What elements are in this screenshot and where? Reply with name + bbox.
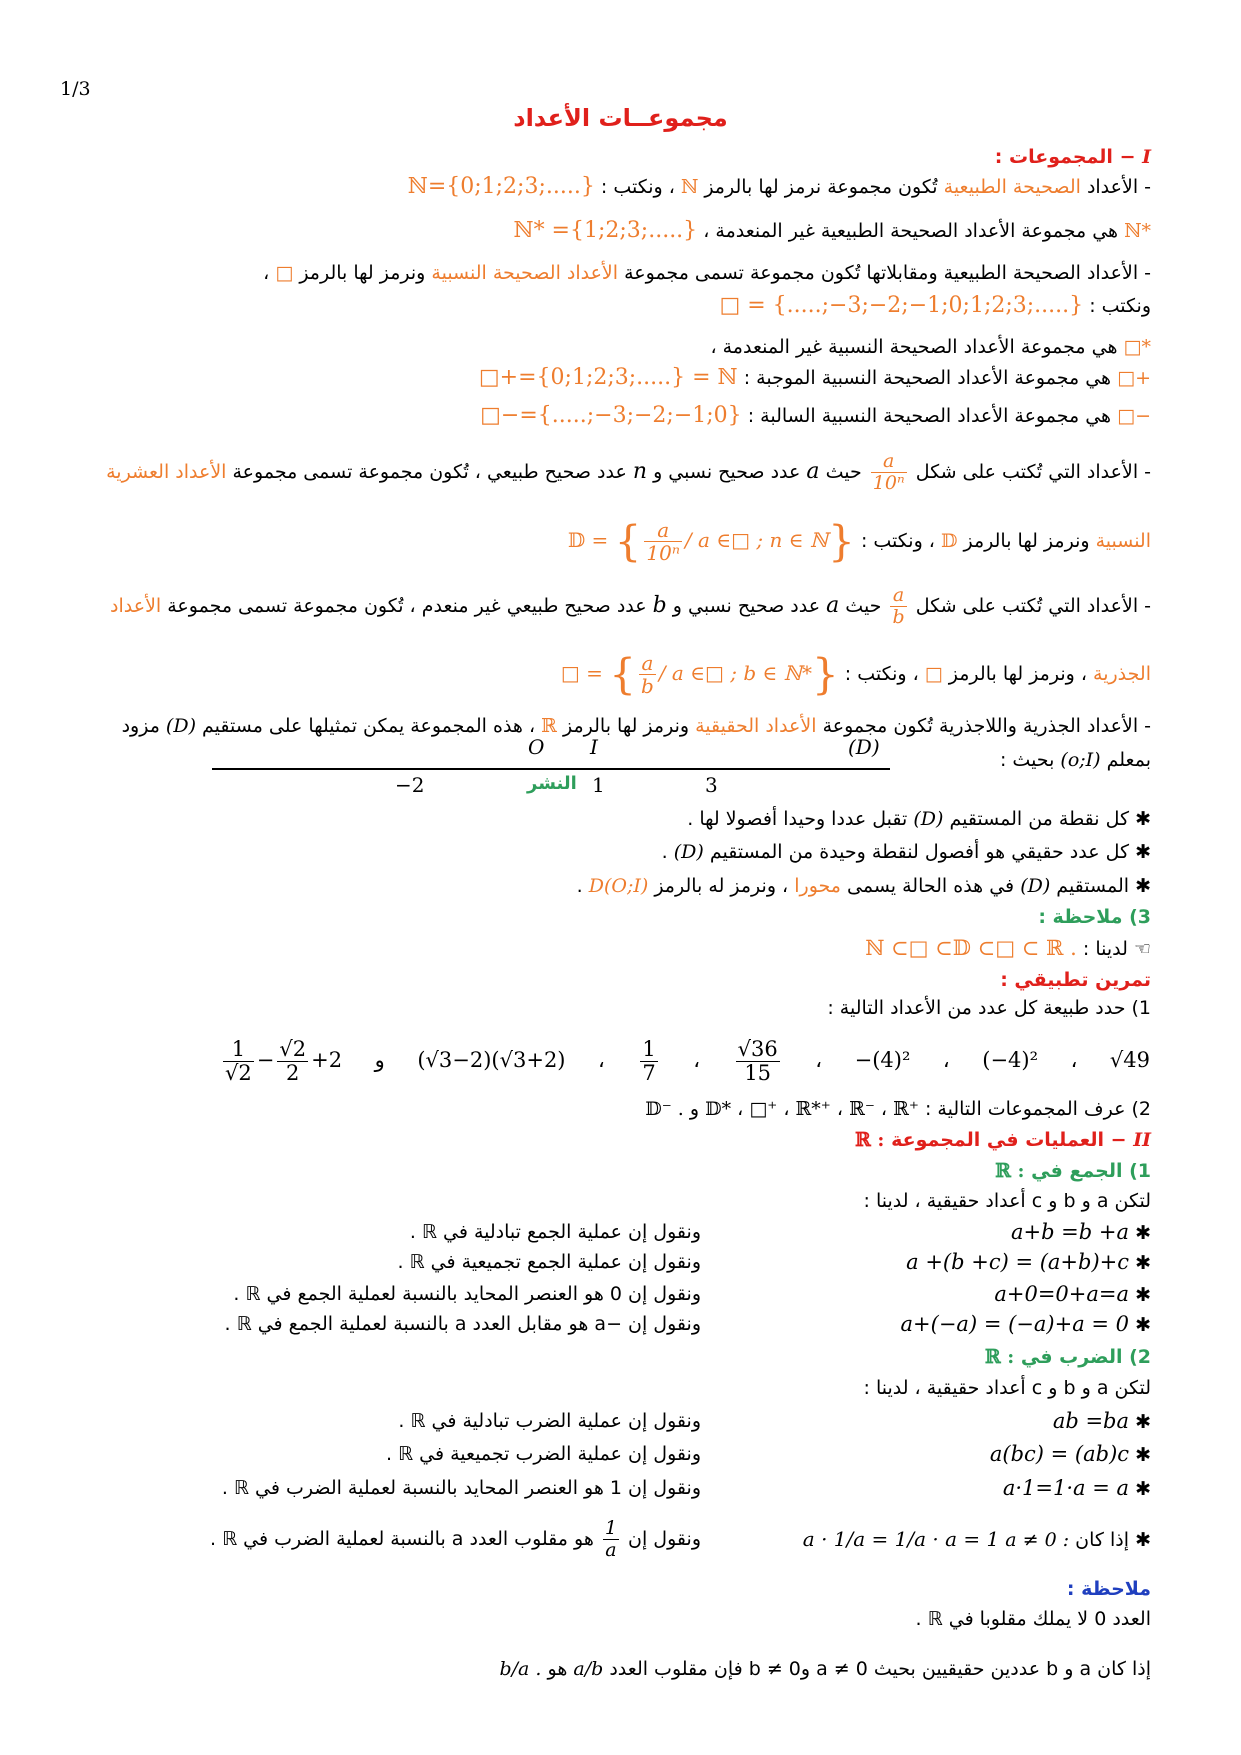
section-number: I xyxy=(1142,146,1151,168)
natural-numbers-line: - الأعداد الصحيحة الطبيعية تُكون مجموعة نرمز لها بالرمز ℕ ، ونكتب : ℕ={0;1;2;3;.....} xyxy=(407,174,1151,199)
expr-5: $\frac{1}{7}$ xyxy=(642,1037,656,1085)
mul-rule-3: ✱ a·1=1·a = a ونقول إن 1 هو العنصر المحايد بالنسبة لعملية الضرب في ℝ . xyxy=(221,1476,1151,1500)
set-Z: □ = {.....;−3;−2;−1;0;1;2;3;.....} xyxy=(719,293,1084,318)
number-line xyxy=(200,735,900,805)
rational-line: - الأعداد التي تُكتب على شكل $\frac{a}{b}$ حيث a عدد صحيح نسبي و b عدد صحيح طبيعي غير منعدم ، تُكون مجموعة تسمى مجموعة الأعداد xyxy=(110,584,1151,628)
set-inclusion-chain: ℕ ⊂□ ⊂𝔻 ⊂□ ⊂ ℝ . xyxy=(865,936,1077,960)
note-3-line: ☜ لدينا : ℕ ⊂□ ⊂𝔻 ⊂□ ⊂ ℝ . xyxy=(865,936,1151,960)
symbol-N: ℕ xyxy=(680,176,699,198)
mul-rule-1: ✱ ab =ba ونقول إن عملية الضرب تبادلية في ℝ . xyxy=(398,1409,1151,1433)
addition-title: 1) الجمع في ℝ : xyxy=(995,1160,1151,1182)
note-line-1: العدد 0 لا يملك مقلوبا في ℝ . xyxy=(915,1608,1151,1630)
point-O-label: O xyxy=(528,735,545,759)
bullet-2: ✱ كل عدد حقيقي هو أفصول لنقطة وحيدة من المستقيم (D) . xyxy=(661,841,1151,863)
integers-set-line: ونكتب : □ = {.....;−3;−2;−1;0;1;2;3;.....} xyxy=(719,293,1151,318)
bullet-1: ✱ كل نقطة من المستقيم (D) تقبل عددا وحيدا أفصولا لها . xyxy=(687,808,1151,830)
origin-label: النشر xyxy=(527,773,577,794)
expr-2: (−4)² xyxy=(982,1048,1039,1072)
add-rule-1: ✱ a+b =b +a ونقول إن عملية الجمع تبادلية في ℝ . xyxy=(409,1220,1151,1244)
section-title: المجموعات : xyxy=(994,146,1113,168)
page-title: مجموعــات الأعداد xyxy=(513,104,728,132)
reals-frame-line: بمعلم (o;I) بحيث : xyxy=(999,749,1151,771)
expr-1: √49 xyxy=(1109,1048,1150,1072)
hand-pointer-icon: ☜ xyxy=(1133,938,1151,960)
decimal-line: - الأعداد التي تُكتب على شكل $\frac{a}{\text{10ⁿ}}$ حيث a عدد صحيح نسبي و n عدد صحيح طبيعي ، تُكون مجموعة تسمى مجموعة الأعداد العشرية xyxy=(106,450,1151,494)
section-2-heading: II − العمليات في المجموعة ℝ : xyxy=(855,1129,1151,1151)
note-3-title: 3) ملاحظة : xyxy=(1038,906,1151,928)
note-line-2: إذا كان a و b عددين حقيقيين بحيث a ≠ 0 وb ≠ 0 فإن مقلوب العدد a/b هو b/a . xyxy=(499,1658,1151,1680)
decimal-set-line: النسبية ونرمز لها بالرمز 𝔻 ، ونكتب : 𝔻 = { $\frac{a}{\text{10ⁿ}}$ / a ∈□ ; n ∈ ℕ} xyxy=(567,516,1151,566)
add-rule-4: ✱ a+(−a) = (−a)+a = 0 ونقول إن −a هو مقابل العدد a بالنسبة لعملية الجمع في ℝ . xyxy=(224,1312,1151,1336)
add-rule-2: ✱ a +(b +c) = (a+b)+c ونقول إن عملية الجمع تجميعية في ℝ . xyxy=(397,1250,1151,1274)
section-1-heading: I − المجموعات : xyxy=(994,146,1151,168)
set-N-star: ℕ* ={1;2;3;.....} xyxy=(513,218,698,243)
add-rule-3: ✱ a+0=0+a=a ونقول إن 0 هو العنصر المحايد بالنسبة لعملية الجمع في ℝ . xyxy=(233,1282,1151,1306)
natural-star-line: ℕ* هي مجموعة الأعداد الصحيحة الطبيعية غير المنعدمة ، ℕ* ={1;2;3;.....} xyxy=(513,218,1151,243)
reals-line: - الأعداد الجذرية واللاجذرية تُكون مجموعة الأعداد الحقيقية ونرمز لها بالرمز ℝ ، هذه المجموعة يمكن تمثيلها على مستقيم (D) مزود xyxy=(121,715,1151,737)
exercise-title: تمرين تطبيقي : xyxy=(1000,969,1151,991)
tick-3: 3 xyxy=(705,773,718,797)
z-minus-line: □− هي مجموعة الأعداد الصحيحة النسبية السالبة : □−={.....;−3;−2;−1;0} xyxy=(480,403,1151,428)
term-rational: الجذرية xyxy=(1093,663,1151,685)
term-natural: الصحيحة الطبيعية xyxy=(943,176,1081,198)
integers-line: - الأعداد الصحيحة الطبيعية ومقابلاتها تُكون مجموعة تسمى مجموعة الأعداد الصحيحة النسبية ونرمز لها بالرمز □ ، xyxy=(263,262,1151,284)
exercise-q1: 1) حدد طبيعة كل عدد من الأعداد التالية : xyxy=(827,997,1151,1019)
multiplication-title: 2) الضرب في ℝ : xyxy=(984,1346,1151,1368)
term-reals: الأعداد الحقيقية xyxy=(695,715,817,737)
term-integers: الأعداد الصحيحة النسبية xyxy=(431,262,619,284)
z-star-line: □* هي مجموعة الأعداد الصحيحة النسبية غير المنعدمة ، xyxy=(710,336,1151,358)
tick-minus-2: −2 xyxy=(395,773,425,797)
multiplication-let-line: لتكن a و b و c أعداد حقيقية ، لدينا : xyxy=(863,1377,1151,1399)
rational-set-line: الجذرية ، ونرمز لها بالرمز □ ، ونكتب : □ = { $\frac{a}{b}$ / a ∈□ ; b ∈ ℕ*} xyxy=(560,649,1151,699)
point-I-label: I xyxy=(590,735,598,759)
term-axis: محورا xyxy=(794,875,841,897)
exercise-q2: 2) عرف المجموعات التالية : ℝ⁺ ، ℝ⁻ ، ℝ*⁺ ، □⁺ ، 𝔻* و 𝔻⁻ . xyxy=(645,1098,1151,1120)
term-decimal: الأعداد العشرية xyxy=(106,461,227,483)
expr-6: (√3−2)(√3+2) xyxy=(417,1048,566,1072)
expr-3: −(4)² xyxy=(854,1048,911,1072)
bullet-3: ✱ المستقيم (D) في هذه الحالة يسمى محورا ، ونرمز له بالرمز D(O;I) . xyxy=(576,875,1151,897)
mul-rule-inverse: ✱ إذا كان a ≠ 0 : a · 1/a = 1/a · a = 1 ونقول إن $\frac{1}{a}$ هو مقلوب العدد a بالنسبة لعملية الضرب في ℝ . xyxy=(209,1517,1151,1561)
addition-let-line: لتكن a و b و c أعداد حقيقية ، لدينا : xyxy=(863,1190,1151,1212)
expr-8: $\frac{1}{√2}$ − $\frac{√2}{2}$ +2 xyxy=(225,1037,343,1085)
axis-D-label: (D) xyxy=(848,735,880,759)
tick-1: 1 xyxy=(592,773,605,797)
page-number: 1/3 xyxy=(60,78,91,100)
exercise-numbers-row: $\frac{1}{√2}$ − $\frac{√2}{2}$ +2 و (√3−2)(√3+2) ، $\frac{1}{7}$ ، $\frac{√36}{15}$ ، −(4)² ، (−4)² ، √49 xyxy=(220,1030,1150,1090)
mul-rule-2: ✱ a(bc) = (ab)c ونقول إن عملية الضرب تجميعية في ℝ . xyxy=(385,1442,1151,1466)
note-title: ملاحظة : xyxy=(1066,1578,1151,1600)
set-N: ℕ={0;1;2;3;.....} xyxy=(407,174,595,199)
z-plus-line: □+ هي مجموعة الأعداد الصحيحة النسبية الموجبة : □+={0;1;2;3;.....} = ℕ xyxy=(478,365,1151,390)
inverse-formula: a · 1/a = 1/a · a = 1 xyxy=(802,1527,1000,1551)
expr-4: $\frac{√36}{15}$ xyxy=(737,1037,778,1085)
